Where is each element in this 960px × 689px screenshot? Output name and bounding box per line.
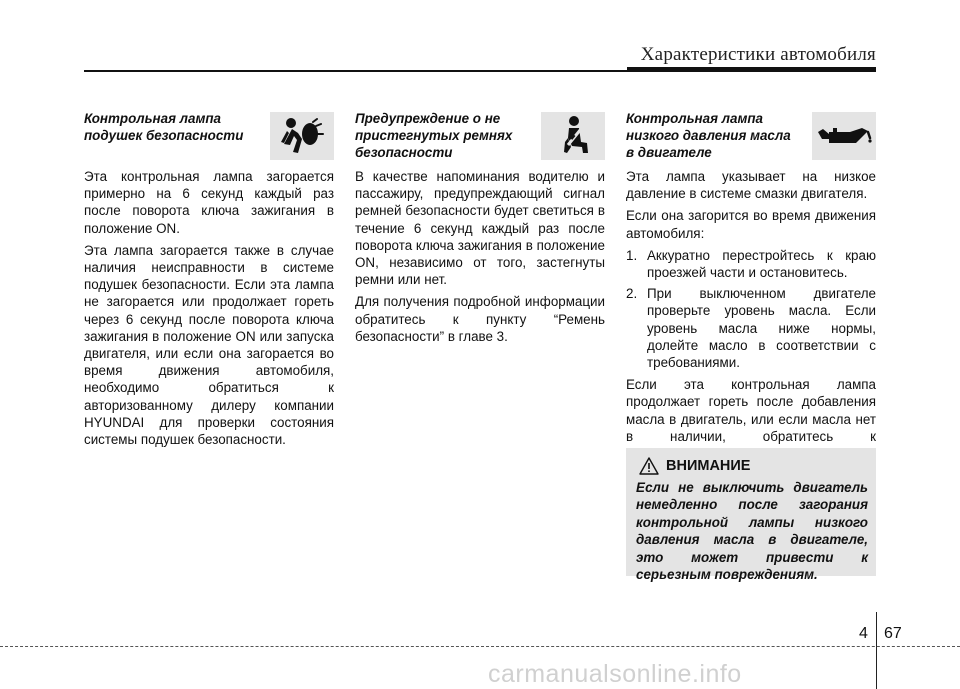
oil-steps-list [626, 247, 876, 371]
airbag-section [84, 110, 334, 453]
oil-pressure-section [626, 110, 876, 484]
chapter-number: 4 [859, 625, 868, 642]
footer-dashed-line [0, 646, 960, 647]
header-rule-accent [627, 67, 876, 72]
footer-divider [876, 612, 877, 689]
list-item-text: При выключенном двигателе проверьте уровень масла. Если уровень масла ниже нормы, долейте масло в соответствии с требованиями. [647, 286, 876, 371]
watermark: carmanualsonline.info [488, 660, 742, 688]
caution-label: ВНИМАНИЕ [666, 458, 751, 474]
seatbelt-heading: Предупреждение о не пристегнутых ремнях безопасности [355, 111, 513, 160]
oil-intro-1: Эта лампа указывает на низкое давление в системе смазки двигателя. [626, 169, 876, 202]
warning-triangle-icon [638, 456, 660, 476]
oil-intro-2: Если она загорится во время движения автомобиля: [626, 208, 876, 241]
seatbelt-paragraph-2: Для получения подробной информации обратитесь к пункту “Ремень безопасности” в главе 3. [355, 294, 605, 344]
oil-pressure-heading: Контрольная лампа низкого давления масла в двигателе [626, 111, 791, 160]
caution-text: Если не выключить двигатель немедленно после загорания контрольной лампы низкого давления масла в двигателе, это может привести к серьезным повреждениям. [636, 480, 868, 583]
caution-box [626, 448, 876, 583]
oil-pressure-icon [812, 112, 876, 160]
page-number: 67 [884, 625, 902, 642]
airbag-warning-icon [270, 112, 334, 160]
list-item-number: 2. [626, 286, 638, 302]
list-item [626, 285, 876, 371]
oil-outro: Если эта контрольная лампа продолжает гореть после добавления масла в двигатель, или если масла нет в наличии, обратитесь к [626, 377, 876, 444]
seatbelt-paragraph-1: В качестве напоминания водителю и пассажиру, предупреждающий сигнал ремней безопасности будет светиться в течение 6 секунд каждый раз после поворота ключа зажигания в положение ON, независимо от того, застегнуты ремни или нет. [355, 169, 605, 288]
list-item-number: 1. [626, 247, 638, 263]
airbag-paragraph-1: Эта контрольная лампа загорается примерно на 6 секунд каждый раз после поворота ключа зажигания в положение ON. [84, 169, 334, 236]
seatbelt-section [355, 110, 605, 350]
seatbelt-warning-icon [541, 112, 605, 160]
list-item-text: Аккуратно перестройтесь к краю проезжей части и остановитесь. [647, 247, 876, 281]
list-item [626, 247, 876, 281]
airbag-paragraph-2: Эта лампа загорается также в случае наличия неисправности в системе подушек безопасности. Если эта лампа не загорается или продолжает гореть через 6 секунд после поворота ключа зажигания в положение ON или запуска двигателя, или если она загорается во время движения автомобиля, необходимо обратиться к авторизованному дилеру компании HYUNDAI для проверки состояния системы подушек безопасности. [84, 242, 334, 448]
airbag-heading: Контрольная лампа подушек безопасности [84, 111, 244, 143]
header-title: Характеристики автомобиля [640, 44, 876, 65]
